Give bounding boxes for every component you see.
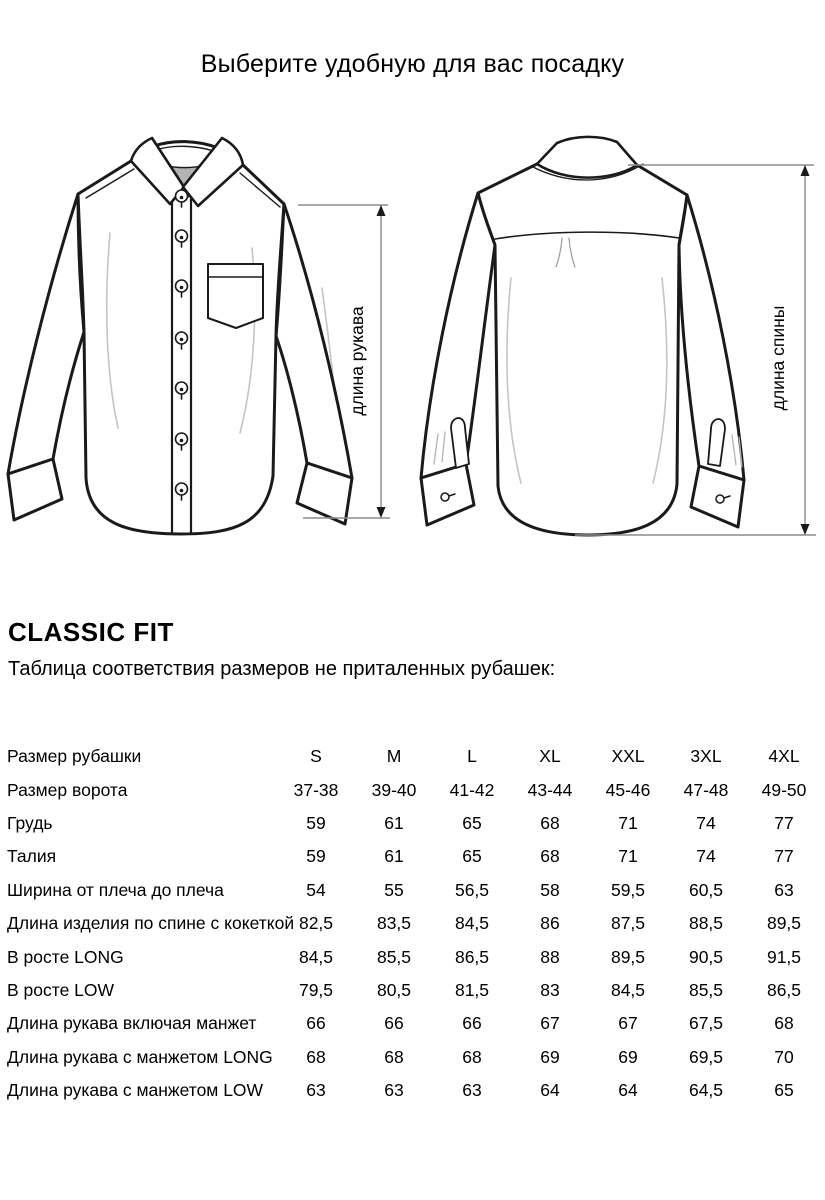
size-cell: 61 — [384, 846, 404, 867]
right-cuff-button — [716, 495, 724, 503]
size-cell: 47-48 — [683, 779, 729, 800]
row-label: Длина изделия по спине с кокеткой — [7, 913, 295, 934]
size-cell: 80,5 — [376, 979, 412, 1000]
size-cell: 63 — [384, 1080, 404, 1101]
shirt-back-drawing — [415, 128, 825, 568]
size-cell: 69 — [618, 1046, 638, 1067]
size-cell: 67 — [540, 1013, 560, 1034]
size-cell: 79,5 — [298, 979, 334, 1000]
sleeve-length-label: длина рукава — [347, 306, 367, 416]
row-label: Ширина от плеча до плеча — [7, 879, 224, 900]
classic-fit-heading: CLASSIC FIT — [8, 617, 174, 647]
size-cell: 91,5 — [766, 946, 802, 967]
size-cell: 84,5 — [298, 946, 334, 967]
size-cell: 74 — [696, 812, 716, 833]
row-label: В росте LONG — [7, 946, 124, 967]
row-label: Длина рукава с манжетом LOW — [7, 1080, 264, 1101]
size-cell: 82,5 — [298, 913, 334, 934]
size-cell: 41-42 — [449, 779, 495, 800]
row-label: Длина рукава включая манжет — [7, 1013, 257, 1034]
left-cuff-button — [441, 493, 449, 501]
size-cell: 64 — [540, 1080, 560, 1101]
size-cell: 69 — [540, 1046, 560, 1067]
size-cell: 66 — [306, 1013, 326, 1034]
size-cell: 68 — [462, 1046, 482, 1067]
size-cell: 59 — [306, 812, 326, 833]
size-cell: 74 — [696, 846, 716, 867]
size-cell: 65 — [462, 846, 482, 867]
size-cell: 55 — [384, 879, 404, 900]
size-cell: 68 — [774, 1013, 794, 1034]
size-cell: 59,5 — [610, 879, 646, 900]
front-right-sleeve — [276, 204, 352, 478]
size-cell: 89,5 — [610, 946, 646, 967]
size-cell: 68 — [306, 1046, 326, 1067]
size-cell: 87,5 — [610, 913, 646, 934]
size-cell: 71 — [618, 812, 638, 833]
table-subtitle: Таблица соответствия размеров не приталенных рубашек: — [8, 658, 556, 680]
size-cell: 84,5 — [454, 913, 490, 934]
size-cell: 89,5 — [766, 913, 802, 934]
page-title: Выберите удобную для вас посадку — [200, 50, 625, 78]
back-length-label: длина спины — [768, 305, 788, 411]
size-cell: 54 — [306, 879, 326, 900]
size-cell: 86 — [540, 913, 560, 934]
row-label: Грудь — [7, 812, 53, 833]
size-cell: XXL — [611, 746, 645, 767]
row-label: Длина рукава с манжетом LONG — [7, 1046, 273, 1067]
size-cell: 66 — [462, 1013, 482, 1034]
arrow-up-icon — [801, 165, 810, 176]
size-cell: 64 — [618, 1080, 638, 1101]
back-body — [478, 152, 687, 535]
size-cell: S — [310, 746, 322, 767]
size-cell: 67,5 — [688, 1013, 724, 1034]
row-label: Размер ворота — [7, 779, 128, 800]
row-label: В росте LOW — [7, 979, 115, 1000]
size-cell: 83,5 — [376, 913, 412, 934]
size-cell: 63 — [774, 879, 794, 900]
size-cell: L — [467, 746, 477, 767]
size-cell: 69,5 — [688, 1046, 724, 1067]
size-cell: 88,5 — [688, 913, 724, 934]
size-cell: 65 — [462, 812, 482, 833]
back-collar — [537, 137, 637, 178]
chest-pocket — [208, 264, 263, 328]
size-cell: 83 — [540, 979, 560, 1000]
size-cell: 68 — [540, 846, 560, 867]
size-cell: 64,5 — [688, 1080, 724, 1101]
size-table — [7, 740, 823, 1107]
size-cell: 77 — [774, 846, 794, 867]
size-cell: M — [386, 746, 402, 767]
size-cell: 4XL — [768, 746, 800, 767]
size-cell: 85,5 — [688, 979, 724, 1000]
row-label: Размер рубашки — [7, 746, 142, 767]
size-cell: 86,5 — [766, 979, 802, 1000]
size-cell: 63 — [306, 1080, 326, 1101]
arrow-down-icon — [801, 524, 810, 535]
size-cell: 85,5 — [376, 946, 412, 967]
size-cell: 56,5 — [454, 879, 490, 900]
arrow-up-icon — [377, 205, 386, 216]
size-cell: 81,5 — [454, 979, 490, 1000]
size-cell: 59 — [306, 846, 326, 867]
size-cell: 70 — [774, 1046, 794, 1067]
size-cell: 90,5 — [688, 946, 724, 967]
size-cell: 68 — [540, 812, 560, 833]
shirt-front-drawing — [0, 128, 400, 563]
size-cell: 84,5 — [610, 979, 646, 1000]
size-cell: 67 — [618, 1013, 638, 1034]
row-label: Талия — [7, 846, 57, 867]
size-cell: 45-46 — [605, 779, 651, 800]
size-cell: 65 — [774, 1080, 794, 1101]
size-cell: 61 — [384, 812, 404, 833]
size-cell: XL — [539, 746, 561, 767]
size-cell: 60,5 — [688, 879, 724, 900]
front-left-sleeve — [8, 194, 84, 474]
size-cell: 49-50 — [761, 779, 807, 800]
size-cell: 3XL — [690, 746, 722, 767]
arrow-down-icon — [377, 507, 386, 518]
size-cell: 88 — [540, 946, 560, 967]
size-cell: 58 — [540, 879, 560, 900]
size-cell: 68 — [384, 1046, 404, 1067]
size-cell: 77 — [774, 812, 794, 833]
size-cell: 71 — [618, 846, 638, 867]
size-cell: 86,5 — [454, 946, 490, 967]
size-cell: 66 — [384, 1013, 404, 1034]
size-cell: 37-38 — [293, 779, 339, 800]
size-cell: 39-40 — [371, 779, 417, 800]
size-cell: 43-44 — [527, 779, 573, 800]
size-cell: 63 — [462, 1080, 482, 1101]
